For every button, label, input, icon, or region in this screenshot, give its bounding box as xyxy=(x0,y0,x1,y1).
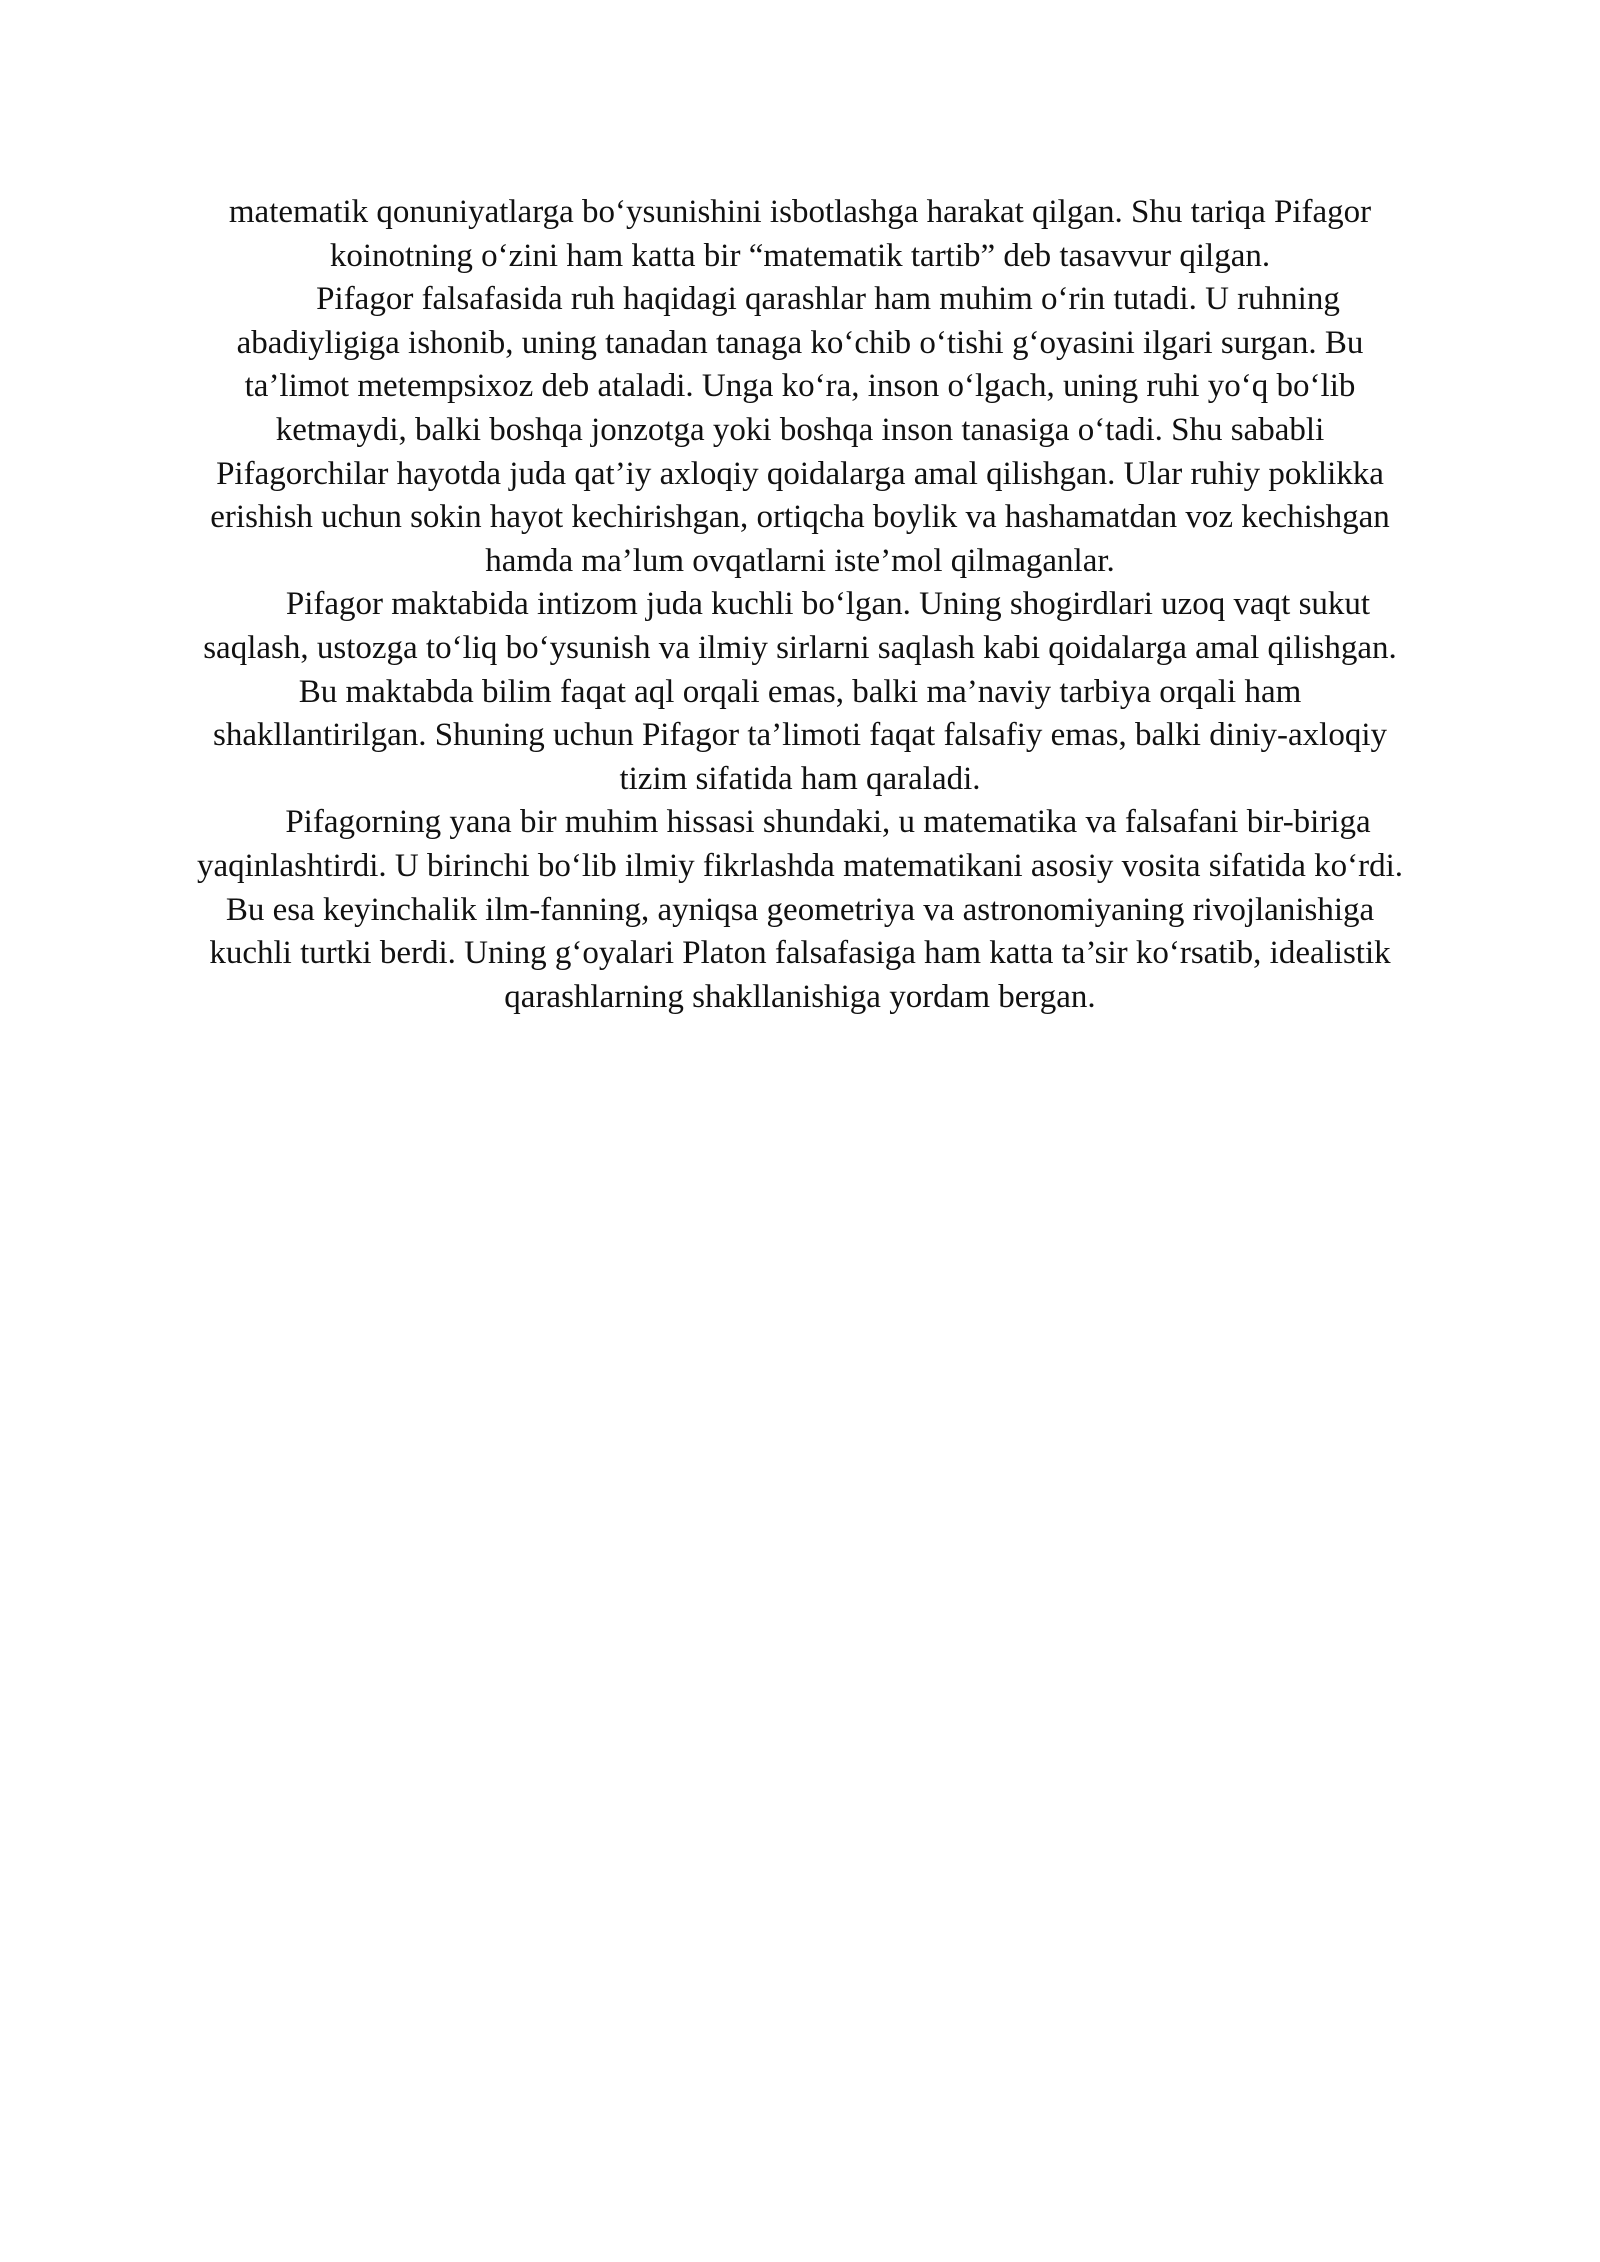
text-line: erishish uchun sokin hayot kechirishgan, ortiqcha boylik va hashamatdan voz kechishgan xyxy=(210,499,1390,536)
text-line: Pifagor falsafasida ruh haqidagi qarashlar ham muhim o‘rin tutadi. U ruhning xyxy=(316,281,1340,318)
text-line: ketmaydi, balki boshqa jonzotga yoki boshqa inson tanasiga o‘tadi. Shu sababli xyxy=(275,411,1325,448)
text-line: yaqinlashtirdi. U birinchi bo‘lib ilmiy fikrlashda matematikani asosiy vosita sifatida ko‘rdi. xyxy=(196,847,1404,884)
document-body xyxy=(100,191,1500,1019)
text-line: Bu maktabda bilim faqat aql orqali emas, balki ma’naviy tarbiya orqali ham xyxy=(298,673,1302,710)
text-line: shakllantirilgan. Shuning uchun Pifagor ta’limoti faqat falsafiy emas, balki diniy-axloqiy xyxy=(213,717,1387,754)
text-line: qarashlarning shakllanishiga yordam bergan. xyxy=(504,978,1096,1015)
text-line: matematik qonuniyatlarga bo‘ysunishini isbotlashga harakat qilgan. Shu tariqa Pifagor xyxy=(228,194,1372,230)
text-line: koinotning o‘zini ham katta bir “matematik tartib” deb tasavvur qilgan. xyxy=(329,237,1271,274)
text-line: ta’limot metempsixoz deb ataladi. Unga ko‘ra, inson o‘lgach, uning ruhi yo‘q bo‘lib xyxy=(244,368,1356,405)
text-line: saqlash, ustozga to‘liq bo‘ysunish va ilmiy sirlarni saqlash kabi qoidalarga amal qilishgan. xyxy=(203,629,1397,666)
text-line: abadiyligiga ishonib, uning tanadan tanaga ko‘chib o‘tishi g‘oyasini ilgari surgan. Bu xyxy=(236,324,1364,361)
text-line: Pifagorning yana bir muhim hissasi shundaki, u matematika va falsafani bir-biriga xyxy=(285,804,1371,841)
text-line: hamda ma’lum ovqatlarni iste’mol qilmaganlar. xyxy=(485,542,1115,579)
text-line: tizim sifatida ham qaraladi. xyxy=(619,760,981,797)
text-line: Pifagor maktabida intizom juda kuchli bo‘lgan. Uning shogirdlari uzoq vaqt sukut xyxy=(285,586,1371,623)
text-line: kuchli turtki berdi. Uning g‘oyalari Platon falsafasiga ham katta ta’sir ko‘rsatib, idealistik xyxy=(209,935,1391,972)
text-line: Pifagorchilar hayotda juda qat’iy axloqiy qoidalarga amal qilishgan. Ular ruhiy poklikka xyxy=(216,455,1384,492)
text-line: Bu esa keyinchalik ilm-fanning, ayniqsa geometriya va astronomiyaning rivojlanishiga xyxy=(225,891,1375,928)
